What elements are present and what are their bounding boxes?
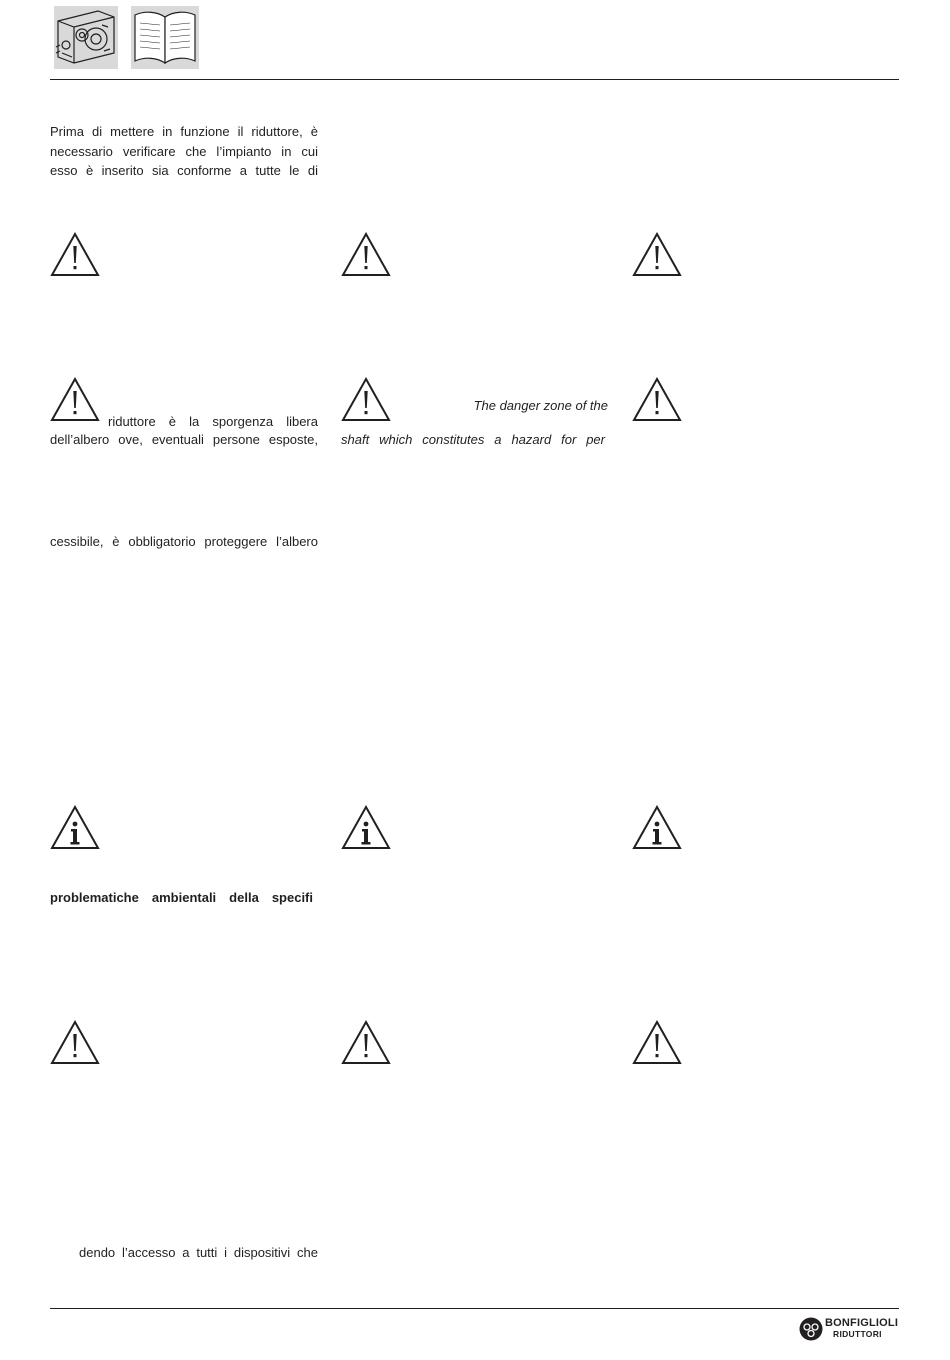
warning-icon bbox=[50, 232, 100, 277]
intro-line-3: esso è inserito sia conforme a tutte le di bbox=[50, 163, 318, 178]
brand-name: BONFIGLIOLI bbox=[825, 1317, 899, 1329]
intro-line-2: necessario verificare che l’impianto in cui bbox=[50, 143, 318, 159]
warning-icon bbox=[341, 1020, 391, 1065]
intro-line-1: Prima di mettere in funzione il riduttore, è bbox=[50, 124, 318, 139]
footer-rule bbox=[50, 1308, 899, 1309]
info-it-bold-line: problematiche ambientali della specifi bbox=[50, 890, 313, 905]
danger-en-line-1: The danger zone of the bbox=[473, 398, 608, 413]
info-icon bbox=[341, 805, 391, 850]
header-rule bbox=[50, 79, 899, 80]
info-icon bbox=[632, 805, 682, 850]
warning-icon bbox=[632, 377, 682, 422]
brand-logo bbox=[799, 1316, 900, 1342]
gearbox-manual-icon bbox=[52, 5, 120, 70]
warning-icon bbox=[632, 1020, 682, 1065]
warning-icon bbox=[341, 377, 391, 422]
intro-paragraph bbox=[50, 122, 318, 181]
danger-it-line-1: riduttore è la sporgenza libera bbox=[108, 414, 318, 429]
info-icon bbox=[50, 805, 100, 850]
warning-icon bbox=[632, 232, 682, 277]
danger-it-line-2: dell’albero ove, eventuali persone esposte, bbox=[50, 432, 318, 447]
logo-emblem-icon bbox=[799, 1317, 823, 1341]
brand-subtitle: RIDUTTORI bbox=[833, 1329, 882, 1339]
danger-en-line-2: shaft which constitutes a hazard for per bbox=[341, 432, 605, 447]
danger-it-line-3: cessibile, è obbligatorio proteggere l’albero bbox=[50, 534, 318, 549]
final-line: dendo l’accesso a tutti i dispositivi che bbox=[79, 1245, 318, 1260]
warning-icon bbox=[341, 232, 391, 277]
open-book-icon bbox=[130, 5, 200, 70]
warning-icon bbox=[50, 1020, 100, 1065]
warning-icon bbox=[50, 377, 100, 422]
